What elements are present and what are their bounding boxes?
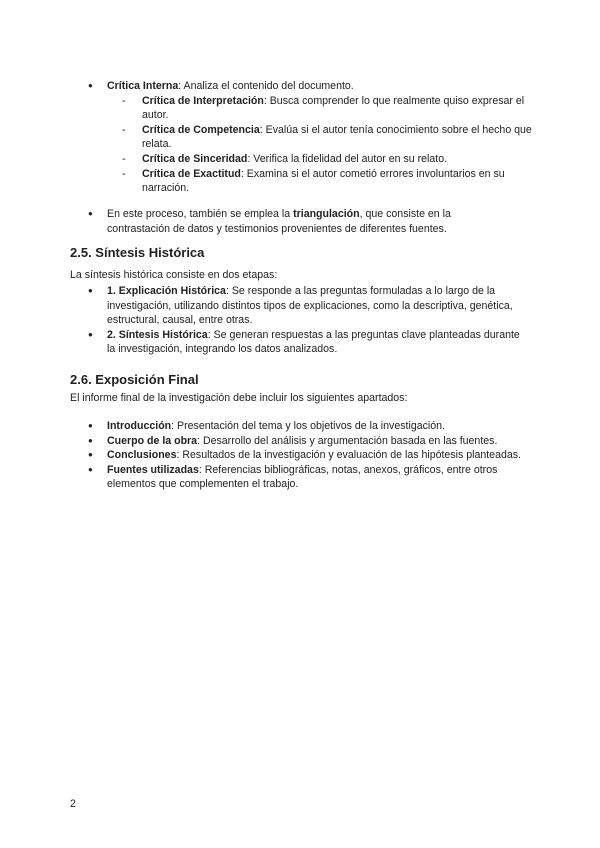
item-text: : Evalúa si el autor tenía conocimiento sobre el hecho que relata. — [142, 123, 532, 151]
item-text: : Referencias bibliográficas, notas, anexos, gráficos, entre otros elementos que complementen el trabajo. — [107, 463, 498, 491]
item-text: : Se responde a las preguntas formuladas a lo largo de la investigación, utilizando distintos tipos de explicaciones, como la descriptiva, genética, estructural, causal, entre otras. — [107, 285, 513, 327]
list-item — [70, 207, 510, 236]
term: Crítica de Interpretación — [142, 94, 264, 107]
sintesis-intro: La síntesis histórica consiste en dos etapas: — [70, 269, 278, 281]
term: triangulación — [293, 208, 360, 220]
list-item — [70, 463, 530, 492]
exposicion-list — [70, 419, 530, 492]
list-item — [70, 284, 525, 328]
term: Crítica de Competencia — [142, 123, 260, 136]
term: 1. Explicación Histórica — [107, 285, 226, 297]
sub-list-item — [107, 94, 540, 123]
term: Crítica de Sinceridad — [142, 152, 248, 165]
list-item — [70, 419, 530, 434]
section-heading-sintesis: 2.5. Síntesis Histórica — [70, 245, 205, 260]
sub-list-item — [107, 167, 540, 196]
sub-list-item — [107, 152, 540, 167]
list-item — [70, 328, 525, 357]
item-text: : Se generan respuestas a las preguntas clave planteadas durante la investigación, integrando los datos analizados. — [107, 328, 520, 356]
sintesis-list — [70, 284, 525, 357]
item-text: , que consiste en la contrastación de datos y testimonios provenientes de diferentes fuentes. — [107, 208, 451, 235]
sub-list — [107, 94, 540, 196]
list-item — [70, 79, 540, 196]
item-text: : Busca comprender lo que realmente quiso expresar el autor. — [142, 94, 525, 122]
term: 2. Síntesis Histórica — [107, 328, 208, 341]
term: Fuentes utilizadas — [107, 463, 199, 476]
section-heading-exposicion: 2.6. Exposición Final — [70, 372, 199, 387]
item-text: En este proceso, también se emplea la — [107, 208, 294, 220]
term: Introducción — [107, 420, 172, 432]
item-text: : Verifica la fidelidad del autor en su relato. — [247, 152, 448, 165]
item-text: : Analiza el contenido del documento. — [178, 80, 354, 92]
item-text: : Resultados de la investigación y evaluación de las hipótesis planteadas. — [176, 449, 521, 462]
item-text: : Examina si el autor cometió errores involuntarios en su narración. — [142, 167, 505, 195]
item-text: : Desarrollo del análisis y argumentación basada en las fuentes. — [197, 434, 498, 447]
page-number: 2 — [70, 798, 76, 810]
critica-interna-list — [70, 79, 540, 196]
term: Cuerpo de la obra — [107, 434, 198, 447]
term: Crítica Interna — [107, 80, 179, 92]
item-text: : Presentación del tema y los objetivos de la investigación. — [171, 420, 445, 432]
term: Crítica de Exactitud — [142, 167, 241, 180]
exposicion-intro: El informe final de la investigación debe incluir los siguientes apartados: — [70, 392, 408, 404]
term: Conclusiones — [107, 449, 177, 462]
list-item — [70, 448, 530, 463]
triangulacion-list — [70, 207, 510, 236]
sub-list-item — [107, 123, 540, 152]
list-item — [70, 434, 530, 449]
